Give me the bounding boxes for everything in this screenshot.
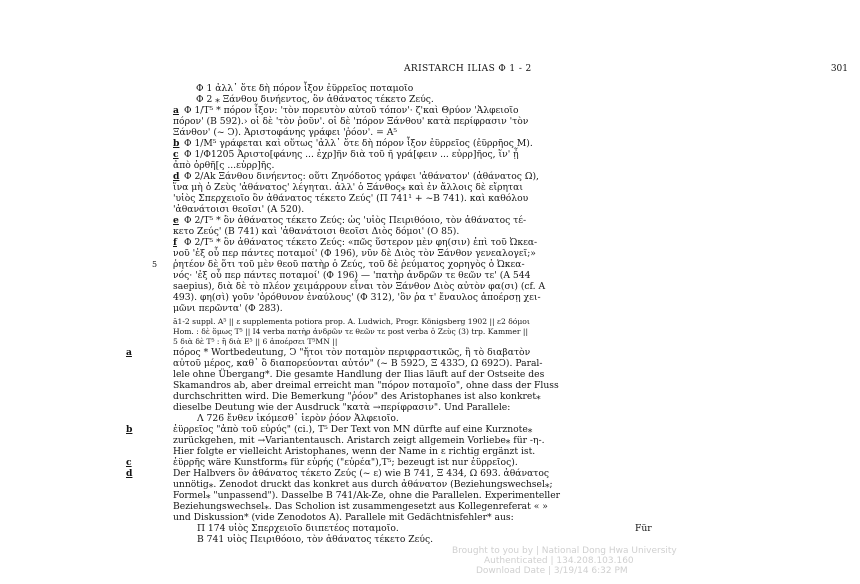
commentary-line: ἐϋρρῆς wäre Kunstform⁎ für εὐρής ("εὐρέα"),Τ⁵; bezeugt ist nur ἐϋρρεῖος).: [173, 457, 518, 468]
apparatus-line: ā1-2 suppl. A⁵ || ε supplementa potiora prop. A. Ludwich, Progr. Königsberg 1902 || ε2 δόμοι: [173, 317, 530, 326]
apparatus-line: 5 διὰ δὲ Τ⁵ : ἢ διὰ Ε⁵ || 6 ἀποέρσει Τ⁵ΜΝ ||: [173, 337, 338, 346]
note-marker: d: [173, 171, 180, 182]
parallel-verse: Β 741 υἱὸς Πειριθόοιο, τὸν ἀθάνατος τέκετο Ζεύς.: [197, 534, 434, 545]
parallel-verse: Λ 726 ἔνθεν ἱκόμεσθ᾽ ἱερὸν ῥόον Ἀλφειοῖο.: [197, 413, 399, 424]
scholion-line: πόρον' (Β 592).› οἱ δὲ 'τὸν ῥοῦν'. οἱ δὲ 'πόρον Ξάνθου' κατὰ περίφρασιν 'τὸν: [173, 116, 529, 127]
scholion-line: Φ 2/Τ⁵ * ὃν ἀθάνατος τέκετο Ζεύς: «πῶς ὕστερον μὲν φη(σιν) ἐπὶ τοῦ Ὠκεα-: [184, 237, 538, 248]
commentary-line: durchschritten wird. Die Bemerkung "ῥόον" des Aristophanes ist also konkret⁎: [173, 391, 541, 402]
page-number: 301: [830, 64, 848, 74]
scholion-line: Φ 2/Ak Ξάνθου δινήεντος: οὕτι Ζηνόδοτος γράφει 'ἀθάνατον' (ἀθάνατος Ω),: [184, 171, 539, 182]
scholion-line: Φ 1/Τ⁵ * πόρον ἷξον: 'τὸν πορευτὸν αὐτοῦ τόπον'· ζ'καὶ Θρύον 'Ἀλφειοῖο: [184, 105, 519, 116]
scholion-line: Φ 2/Τ⁵ * ὃν ἀθάνατος τέκετο Ζεύς: ὡς 'υἱὸς Πειριθόοιο, τὸν ἀθάνατος τέ-: [184, 215, 527, 226]
note-marker: b: [173, 138, 180, 149]
scholion-line: Φ 1/Μ⁵ γράφεται καὶ οὕτως 'ἀλλ᾽ ὅτε δὴ πόρον ἷξον ἐϋρρεῖος (ἐϋρρῆος Μ).: [184, 138, 533, 149]
commentary-line: dieselbe Deutung wie der Ausdruck "κατὰ →περίφρασιν". Und Parallele:: [173, 402, 511, 413]
commentary-line: Skamandros ab, aber dreimal erreicht man "πόρον ποταμοῖο", ohne dass der Fluss: [173, 380, 559, 391]
watermark-line: Authenticated | 134.208.103.160: [484, 556, 634, 566]
scholion-line: κετο Ζεύς' (Β 741) καὶ 'ἀθανάτοισι θεοῖσι Διὸς δόμοι' (Ο 85).: [173, 226, 460, 237]
commentary-line: αὐτοῦ μέρος, καθ᾽ ὃ διαπορεύονται αὐτόν" (~ Β 592Ͻ, Ξ 433Ͻ, Ω 692Ͻ). Paral-: [173, 358, 543, 369]
note-marker: c: [126, 457, 132, 468]
commentary-line: Hier folgte er vielleicht Aristophanes, wenn der Name in ε richtig ergänzt ist.: [173, 446, 536, 457]
commentary-line: zurückgehen, mit →Variantentausch. Aristarch zeigt allgemein Vorliebe⁎ für -η-.: [173, 435, 545, 446]
scholion-line: saepius), διὰ δὲ τὸ πλέον χειμάρρουν εἶναι τὸν Ξάνθον Διὸς αὐτὸν φα(σι) (cf. Α: [173, 281, 546, 292]
running-header: ARISTARCH ILIAS Φ 1 - 2: [404, 64, 532, 74]
note-marker: a: [173, 105, 179, 116]
note-marker: c: [173, 149, 179, 160]
scholion-line: Φ 1/Φ1205 Ἀριστο[φάνης ... ἐχρ]ῆν διὰ τοῦ η̄ γρά[φειν ... εὐρρ]ῆος, ἵν' ᾖ: [184, 149, 519, 160]
note-marker: d: [126, 468, 133, 479]
commentary-line: Formel⁎ "unpassend"). Dasselbe B 741/Ak-Ze, ohne die Parallelen. Experimenteller: [173, 490, 561, 501]
commentary-line: Der Halbvers ὃν ἀθάνατος τέκετο Ζεύς (~ ε) wie Β 741, Ξ 434, Ω 693. ἀθάνατος: [173, 468, 550, 479]
commentary-line: unnötig⁎. Zenodot druckt das konkret aus durch ἀθάνατον (Beziehungswechsel⁎;: [173, 479, 553, 490]
parallel-verse: Π 174 υἱὸς Σπερχειοῖο διιπετέος ποταμοῖο.: [197, 523, 399, 534]
scholion-line: μῶνι περῶντα' (Φ 283).: [173, 303, 283, 314]
scholion-line: ἀπὸ ὀρθῆ[ς ...εὐρρ]ῆς.: [173, 160, 275, 171]
note-marker: a: [126, 347, 132, 358]
verse-line: Φ 1 ἀλλ᾽ ὅτε δὴ πόρον ἷξον ἐϋρρεῖος ποταμοῖο: [196, 83, 414, 94]
watermark-line: Download Date | 3/19/14 6:32 PM: [476, 566, 628, 576]
scholion-line: 'ἀθανάτοισι θεοῖσι' (Α 520).: [173, 204, 305, 215]
scholion-line: 'υἱὸς Σπερχειοῖο ὃν ἀθάνατος τέκετο Ζεύς' (Π 741¹ + ~Β 741). καὶ καθόλου: [173, 193, 529, 204]
note-marker: e: [173, 215, 179, 226]
scholion-line: ἵνα μὴ ὁ Ζεὺς 'ἀθάνατος' λέγηται. ἀλλ' ὁ Ξάνθος⁎ καὶ ἐν ἄλλοις δὲ εἴρηται: [173, 182, 523, 193]
line-number: 5: [152, 260, 158, 269]
verse-line: Φ 2 ⁎ Ξάνθου δινήεντος, ὃν ἀθάνατος τέκετο Ζεύς.: [196, 94, 434, 105]
scholion-line: 493). φη(σὶ) γοῦν 'ὀρόθυνον ἐναύλους' (Φ 312), 'ὃν ῥα τ' ἔναυλος ἀποέρσῃ χει-: [173, 292, 541, 303]
commentary-line: Beziehungswechsel⁎. Das Scholion ist zusammengesetzt aus Kollegenreferat « »: [173, 501, 548, 512]
commentary-line: und Diskussion* (vide Zenodotos A). Parallele mit Gedächtnisfehler* aus:: [173, 512, 514, 523]
commentary-line: ἐϋρρεῖος "ἀπὸ τοῦ εὐρύς" (ci.), Τ⁵ Der Text von MN dürfte auf eine Kurznote⁎: [173, 424, 533, 435]
scholion-line: νός· 'ἐξ οὗ περ πάντες ποταμοί' (Φ 196) — 'πατὴρ ἀνδρῶν τε θεῶν τε' (Α 544: [173, 270, 531, 281]
note-marker: b: [126, 424, 133, 435]
commentary-line: lele ohne Übergang*. Die gesamte Handlung der Ilias läuft auf der Ostseite des: [173, 369, 545, 380]
apparatus-line: Hom. : δὲ ὅμως Τ⁵ || Ι4 verba πατὴρ ἀνδρῶν τε θεῶν τε post verba ὁ Ζεὺς (3) trp. Kammer ||: [173, 327, 529, 336]
scholion-line: Ξάνθον' (~ Ͻ). Ἀριστοφάνης γράφει 'ῥόον'. = Α⁵: [173, 127, 398, 138]
watermark-line: Brought to you by | National Dong Hwa University: [452, 546, 677, 556]
scholion-line: ῥητέον δὲ ὅτι τοῦ μὲν θεοῦ πατὴρ ὁ Ζεύς, τοῦ δὲ ῥεύματος χορηγὸς ὁ Ὠκεα-: [173, 259, 525, 270]
note-marker: f: [173, 237, 177, 248]
scholion-line: νοῦ 'ἐξ οὗ περ πάντες ποταμοί' (Φ 196), νῦν δὲ Διὸς τὸν Ξάνθον γενεαλογεῖ;»: [173, 248, 536, 259]
inline-word: Für: [635, 523, 652, 534]
commentary-line: πόρος * Wortbedeutung, Ͻ "ἤτοι τὸν ποταμὸν περιφραστικῶς, ἢ τὸ διαβατὸν: [173, 347, 531, 358]
